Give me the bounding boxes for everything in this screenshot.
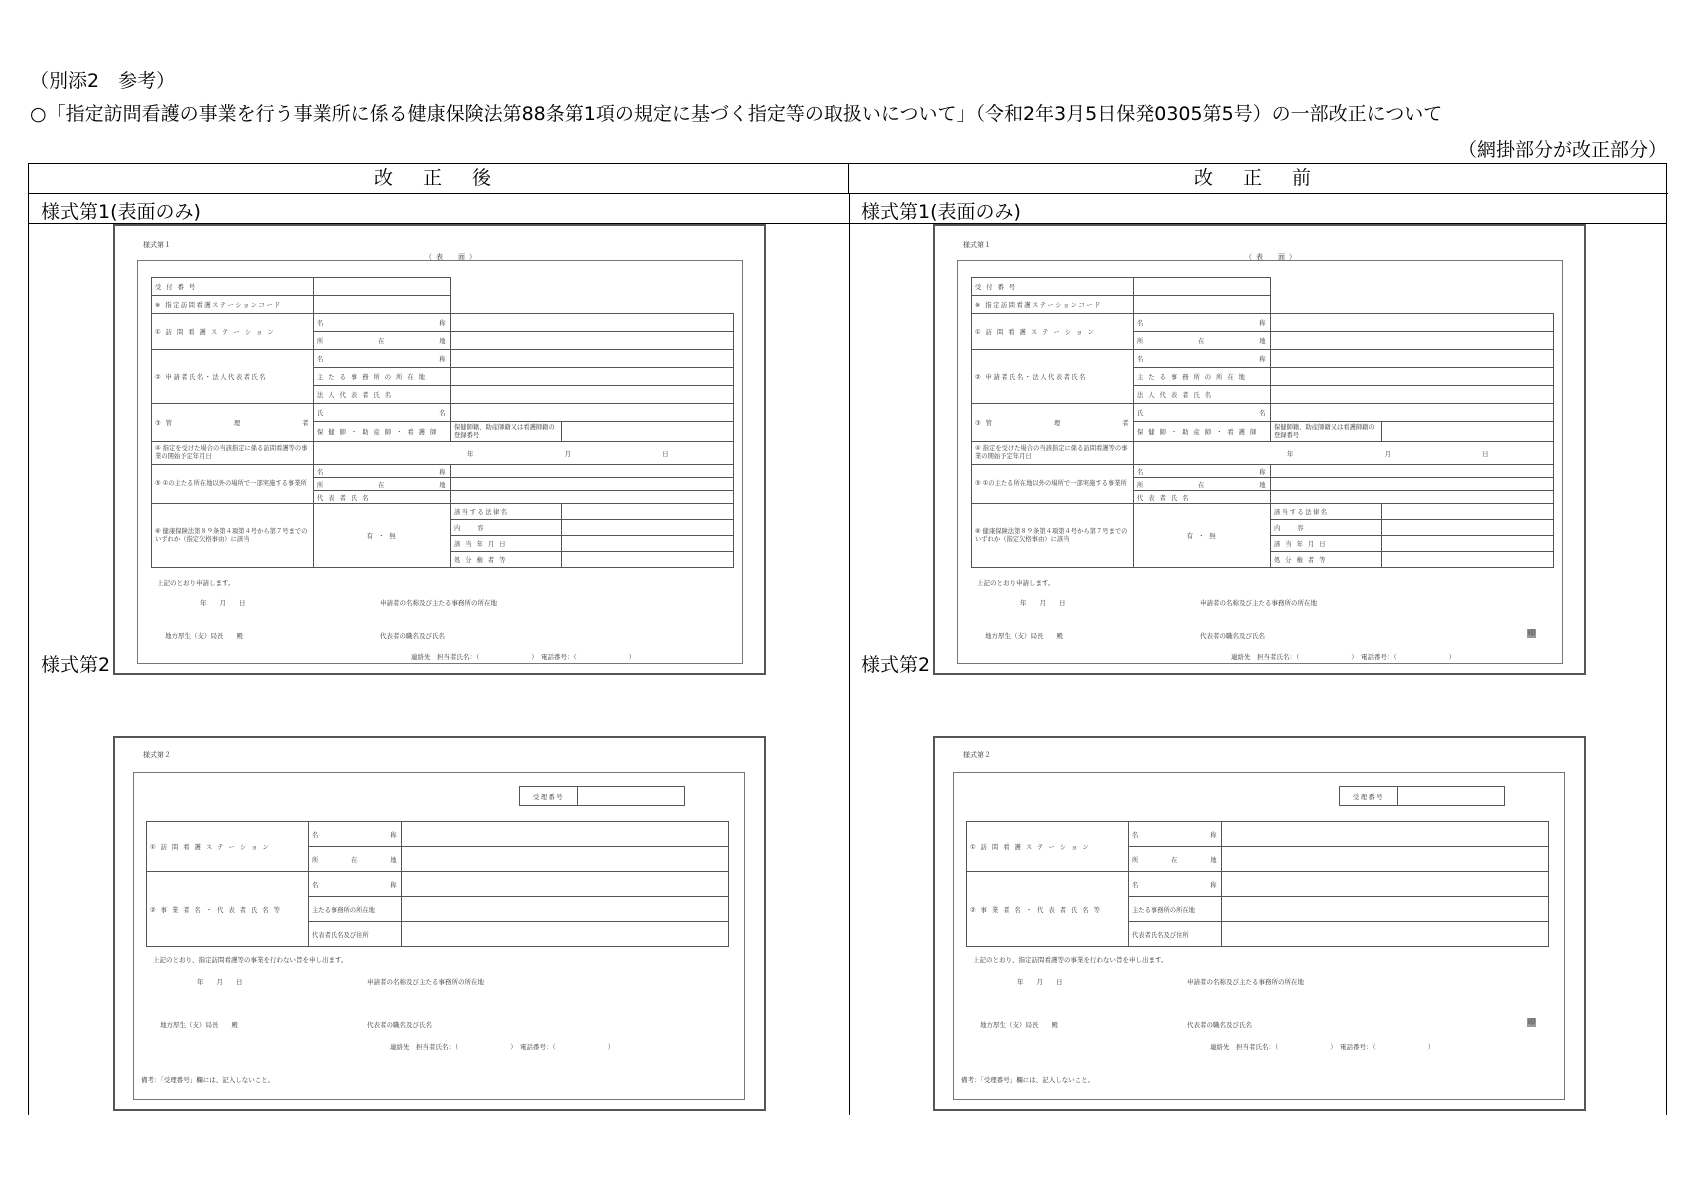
start-date-label: ④ 指定を受けた場合の当該指定に係る訪問看護等の事業の開始予定年月日 (152, 442, 314, 465)
form-element (972, 350, 1554, 368)
date-label: 該 当 年 月 日 (451, 536, 562, 552)
table-cell (562, 296, 734, 314)
form1-side: （表 面） (1245, 253, 1300, 261)
form1-date-line: 年 月 日 (200, 599, 246, 607)
cell-text: 所 (317, 481, 325, 489)
form1-table (971, 277, 1554, 568)
cell-text: 日 (662, 450, 670, 458)
form-element (152, 465, 734, 478)
cell-text: 地 (1210, 856, 1218, 864)
table-cell (1382, 552, 1554, 568)
cell-text: 名 (312, 881, 320, 889)
table-cell (1222, 847, 1549, 872)
form-element (972, 465, 1554, 478)
cell-text: 名 (1137, 320, 1145, 327)
table-cell (451, 404, 734, 422)
authority-label: 処 分 権 者 等 (451, 552, 562, 568)
attachment-label: （別添2 参考） (30, 70, 176, 92)
column-header-after: 改 正 後 (29, 164, 849, 194)
table-cell (451, 465, 734, 478)
form-element (317, 408, 447, 417)
table-cell (402, 922, 729, 947)
cell-text: 名 (312, 831, 320, 839)
table-cell (1398, 787, 1505, 806)
acceptance-no-box (519, 786, 685, 806)
table-cell (451, 296, 562, 314)
document-title: ○「指定訪問看護の事業を行う事業所に係る健康保険法第88条第1項の規定に基づく指定等の取扱いについて」（令和2年3月5日保発0305第5号）の一部改正について (30, 103, 1443, 125)
table-cell (1222, 922, 1549, 947)
form1-image (113, 224, 766, 675)
law-label: 該当する法律名 (1271, 504, 1382, 520)
content-label: 内 容 (451, 520, 562, 536)
table-cell (1134, 478, 1271, 491)
cell-text: 名 (1132, 881, 1140, 889)
cell-text: 所 (1132, 856, 1140, 864)
form-element (317, 318, 447, 327)
form-element (967, 872, 1549, 897)
main-office-label: 主 た る 事 務 所 の 所 在 地 (1134, 368, 1271, 386)
cell-text: 名 (1259, 410, 1267, 417)
table-cell (1382, 520, 1554, 536)
form-element (1137, 318, 1267, 327)
yes-no-option: 有 ・ 無 (314, 504, 451, 568)
form1-number: 様式第１ (143, 241, 171, 249)
table-cell (1134, 332, 1271, 350)
table-cell (309, 822, 402, 847)
form-element (152, 404, 734, 422)
cell-text: 称 (1210, 831, 1218, 839)
cell-text: 地 (1259, 481, 1267, 489)
table-cell (1129, 847, 1222, 872)
applicant-label: ② 申請者氏名・法人代表者氏名 (152, 350, 314, 404)
cell-text: 所 (317, 338, 325, 345)
table-cell (402, 872, 729, 897)
form2-declaration: 上記のとおり、指定訪問看護等の事業を行わない旨を申し出ます。 (973, 956, 1168, 964)
form2-number: 様式第２ (143, 751, 171, 759)
form2-table (966, 821, 1549, 947)
form-element (152, 504, 734, 520)
cell-text: 月 (564, 450, 573, 458)
table-cell (451, 386, 734, 404)
main-office-label: 主 た る 事 務 所 の 所 在 地 (314, 368, 451, 386)
table-cell (1271, 332, 1554, 350)
form2-contact: 連絡先 担当者氏名：（ ） 電話番号：（ ） (1210, 1043, 1435, 1051)
rep-name-address-label: 代表者氏名及び住所 (309, 922, 402, 947)
form-element (967, 822, 1549, 947)
form2-applicant: 申請者の名称及び主たる事務所の所在地 (1187, 978, 1304, 986)
table-cell (314, 332, 451, 350)
cell-text: 称 (390, 831, 398, 839)
form1-contact: 連絡先 担当者氏名：（ ） 電話番号：（ ） (411, 653, 636, 661)
table-cell (451, 278, 562, 296)
registration-label: 保健師籍、助産師籍又は看護師籍の登録番号 (451, 422, 562, 442)
applicant-label: ② 申請者氏名・法人代表者氏名 (972, 350, 1134, 404)
manager-label (972, 404, 1134, 442)
form-element (317, 467, 447, 476)
cell-text: 名 (317, 356, 325, 363)
form2-image (113, 736, 766, 1111)
table-cell (562, 422, 734, 442)
table-cell (314, 404, 451, 422)
cell-text: 名 (1137, 468, 1145, 476)
table-cell (1382, 278, 1554, 296)
table-cell (562, 536, 734, 552)
cell-text: 称 (439, 468, 447, 476)
form2-table (146, 821, 729, 947)
table-cell (309, 847, 402, 872)
table-cell (451, 314, 734, 332)
table-cell (1134, 350, 1271, 368)
form1-section-label: 様式第1(表面のみ) (861, 201, 1021, 223)
table-cell (314, 478, 451, 491)
corp-rep-label: 法 人 代 表 者 氏 名 (314, 386, 451, 404)
form-element (972, 504, 1554, 520)
form1-declaration: 上記のとおり申請します。 (157, 579, 235, 587)
table-cell (578, 787, 685, 806)
table-cell (451, 332, 734, 350)
form-element (317, 354, 447, 363)
station-code-label: ※ 指定訪問看護ステーションコード (152, 296, 314, 314)
cell-text: 称 (390, 881, 398, 889)
table-cell (314, 465, 451, 478)
form-element (972, 296, 1554, 314)
cell-text: 氏 (1137, 410, 1145, 417)
cell-text: 地 (439, 481, 447, 489)
station-label: ① 訪 問 看 護 ス テ ー シ ョ ン (967, 822, 1129, 872)
manager-label (152, 404, 314, 442)
form-element (1132, 880, 1218, 889)
cell-text: 称 (1210, 881, 1218, 889)
table-cell (1129, 872, 1222, 897)
table-cell (1271, 478, 1554, 491)
form2-declaration: 上記のとおり、指定訪問看護等の事業を行わない旨を申し出ます。 (153, 956, 348, 964)
panel-after (29, 164, 849, 1116)
form2-applicant: 申請者の名称及び主たる事務所の所在地 (367, 978, 484, 986)
form-element (1137, 354, 1267, 363)
table-cell (314, 350, 451, 368)
form2-addressee: 地方厚生（支）局長 殿 (160, 1021, 238, 1029)
form2-section-label: 様式第2 (41, 654, 111, 676)
table-cell (451, 350, 734, 368)
form2-remark: 備考：「受理番号」欄には、記入しないこと。 (141, 1076, 275, 1084)
form-element (147, 822, 729, 947)
form2-remark: 備考：「受理番号」欄には、記入しないこと。 (961, 1076, 1095, 1084)
cell-text: 称 (439, 356, 447, 363)
form1-date-line: 年 月 日 (1020, 599, 1066, 607)
table-cell (1271, 404, 1554, 422)
form2-representative: 代表者の職名及び氏名 (1187, 1021, 1252, 1029)
column-header-before: 改 正 前 (849, 164, 1668, 194)
table-cell (451, 368, 734, 386)
acceptance-no-box (1339, 786, 1505, 806)
law-label: 該当する法律名 (451, 504, 562, 520)
table-cell (1134, 465, 1271, 478)
table-cell (402, 847, 729, 872)
table-cell (1382, 296, 1554, 314)
branch-office-label: ⑤ ①の主たる所在地以外の場所で一部実施する事業所 (972, 465, 1134, 504)
cell-text: 称 (1259, 468, 1267, 476)
form-element (152, 350, 734, 368)
table-cell (309, 872, 402, 897)
date-label: 該 当 年 月 日 (1271, 536, 1382, 552)
form-element (972, 278, 1554, 568)
station-label: ① 訪 問 看 護 ス テ ー シ ョ ン (972, 314, 1134, 350)
comparison-table (28, 163, 1667, 1115)
table-cell (1129, 822, 1222, 847)
cell-text: 称 (1259, 320, 1267, 327)
form2-number: 様式第２ (963, 751, 991, 759)
receipt-no-field (1134, 278, 1271, 296)
cell-text: 月 (1384, 450, 1393, 458)
panel-before (849, 164, 1669, 1116)
form-element (972, 278, 1554, 296)
form1-applicant: 申請者の名称及び主たる事務所の所在地 (1200, 599, 1317, 607)
form-element (972, 442, 1554, 465)
disqualification-label: ⑥ 健康保険法第８９条第４項第４号から第７号までのいずれか（指定欠格事由）に該当 (152, 504, 314, 568)
start-date-label: ④ 指定を受けた場合の当該指定に係る訪問看護等の事業の開始予定年月日 (972, 442, 1134, 465)
form1-declaration: 上記のとおり申請します。 (977, 579, 1055, 587)
cell-text: 地 (390, 856, 398, 864)
cell-text: 者 (302, 420, 310, 427)
station-label: ① 訪 問 看 護 ス テ ー シ ョ ン (152, 314, 314, 350)
form1-contact: 連絡先 担当者氏名：（ ） 電話番号：（ ） (1231, 653, 1456, 661)
form-element (967, 822, 1549, 847)
cell-text: 在 (351, 856, 359, 864)
form2-image (933, 736, 1586, 1111)
form-element (520, 787, 685, 806)
table-cell (1382, 504, 1554, 520)
corp-rep-label: 法 人 代 表 者 氏 名 (1134, 386, 1271, 404)
table-cell (1222, 897, 1549, 922)
cell-text: 理 (233, 420, 242, 427)
form-element (520, 787, 685, 806)
table-cell (314, 442, 734, 465)
form-element (152, 314, 734, 332)
station-label: ① 訪 問 看 護 ス テ ー シ ョ ン (147, 822, 309, 872)
receipt-no-field (314, 278, 451, 296)
table-cell (451, 478, 734, 491)
cell-text: 理 (1053, 420, 1062, 427)
form-element (147, 872, 729, 897)
form2-contact: 連絡先 担当者氏名：（ ） 電話番号：（ ） (390, 1043, 615, 1051)
main-office-label: 主たる事務所の所在地 (309, 897, 402, 922)
registration-label: 保健師籍、助産師籍又は看護師籍の登録番号 (1271, 422, 1382, 442)
cell-text: ③ 管 (975, 420, 994, 427)
form1-table (151, 277, 734, 568)
form-element (1137, 449, 1550, 458)
yes-no-option: 有 ・ 無 (1134, 504, 1271, 568)
business-operator-label: ② 事 業 者 名 ・ 代 表 者 氏 名 等 (967, 872, 1129, 947)
content-label: 内 容 (1271, 520, 1382, 536)
cell-text: 地 (439, 338, 447, 345)
form1-representative: 代表者の職名及び氏名 (1200, 632, 1265, 640)
revision-note: （網掛部分が改正部分） (1457, 139, 1667, 161)
form1-addressee: 地方厚生（支）局長 殿 (165, 632, 243, 640)
table-cell (562, 552, 734, 568)
table-cell (562, 520, 734, 536)
table-cell (1382, 422, 1554, 442)
table-cell (1382, 536, 1554, 552)
table-cell (562, 278, 734, 296)
authority-label: 処 分 権 者 等 (1271, 552, 1382, 568)
form-element (312, 855, 398, 864)
seal-mark: 印 (1528, 629, 1535, 637)
table-cell (1271, 386, 1554, 404)
form-element (317, 336, 447, 345)
form-element (1340, 787, 1505, 806)
form-element (152, 442, 734, 465)
form2-date-line: 年 月 日 (1017, 978, 1063, 986)
table-cell (402, 822, 729, 847)
station-code-field (314, 296, 451, 314)
table-cell (314, 314, 451, 332)
qualification-label: 保 健 師 ・ 助 産 師 ・ 看 護 師 (1134, 422, 1271, 442)
form1-number: 様式第１ (963, 241, 991, 249)
disqualification-label: ⑥ 健康保険法第８９条第４項第４号から第７号までのいずれか（指定欠格事由）に該当 (972, 504, 1134, 568)
receipt-no-label: 受 付 番 号 (152, 278, 314, 296)
form1-image (933, 224, 1586, 675)
form-element (152, 278, 734, 568)
cell-text: 名 (1137, 356, 1145, 363)
form2-section-label: 様式第2 (861, 654, 931, 676)
form1-applicant: 申請者の名称及び主たる事務所の所在地 (380, 599, 497, 607)
qualification-label: 保 健 師 ・ 助 産 師 ・ 看 護 師 (314, 422, 451, 442)
cell-text: 名 (317, 320, 325, 327)
form-element (147, 822, 729, 847)
table-cell (1271, 465, 1554, 478)
cell-text: 在 (378, 338, 386, 345)
rep-name-label: 代 表 者 氏 名 (314, 491, 451, 504)
cell-text: 年 (1287, 450, 1295, 458)
cell-text: 名 (317, 468, 325, 476)
form-element (1132, 855, 1218, 864)
form1-addressee: 地方厚生（支）局長 殿 (985, 632, 1063, 640)
form-element (972, 404, 1554, 422)
cell-text: ③ 管 (155, 420, 174, 427)
cell-text: 名 (439, 410, 447, 417)
table-cell (1134, 442, 1554, 465)
cell-text: 称 (439, 320, 447, 327)
cell-text: 名 (1132, 831, 1140, 839)
cell-text: 氏 (317, 410, 325, 417)
form2-date-line: 年 月 日 (197, 978, 243, 986)
table-cell (402, 897, 729, 922)
form-element (975, 418, 1130, 427)
cell-text: 所 (1137, 338, 1145, 345)
cell-text: 年 (467, 450, 475, 458)
acceptance-no-label: 受理番号 (520, 787, 578, 806)
rep-name-label: 代 表 者 氏 名 (1134, 491, 1271, 504)
cell-text: 所 (312, 856, 320, 864)
table-cell (1222, 822, 1549, 847)
form-element (1137, 467, 1267, 476)
form-element (1137, 336, 1267, 345)
form-element (317, 480, 447, 489)
rep-name-address-label: 代表者氏名及び住所 (1129, 922, 1222, 947)
cell-text: 所 (1137, 481, 1145, 489)
form-element (152, 278, 734, 296)
table-cell (1271, 368, 1554, 386)
form-element (312, 830, 398, 839)
business-operator-label: ② 事 業 者 名 ・ 代 表 者 氏 名 等 (147, 872, 309, 947)
form2-addressee: 地方厚生（支）局長 殿 (980, 1021, 1058, 1029)
cell-text: 在 (1198, 338, 1206, 345)
form1-section-label: 様式第1(表面のみ) (41, 201, 201, 223)
cell-text: 地 (1259, 338, 1267, 345)
cell-text: 在 (378, 481, 386, 489)
receipt-no-label: 受 付 番 号 (972, 278, 1134, 296)
acceptance-no-label: 受理番号 (1340, 787, 1398, 806)
table-cell (1271, 491, 1554, 504)
table-cell (1271, 350, 1554, 368)
form-element (152, 296, 734, 314)
table-cell (1271, 296, 1382, 314)
cell-text: 日 (1482, 450, 1490, 458)
form-element (1340, 787, 1505, 806)
seal-mark: 印 (1528, 1018, 1535, 1026)
main-office-label: 主たる事務所の所在地 (1129, 897, 1222, 922)
table-cell (1271, 278, 1382, 296)
form-element (312, 880, 398, 889)
form-element (317, 449, 730, 458)
table-cell (562, 504, 734, 520)
station-code-label: ※ 指定訪問看護ステーションコード (972, 296, 1134, 314)
cell-text: 在 (1198, 481, 1206, 489)
form-element (1132, 830, 1218, 839)
form-element (155, 418, 310, 427)
table-cell (451, 491, 734, 504)
form-element (1137, 480, 1267, 489)
table-cell (1134, 314, 1271, 332)
form1-side: （表 面） (425, 253, 480, 261)
cell-text: 在 (1171, 856, 1179, 864)
cell-text: 称 (1259, 356, 1267, 363)
station-code-field (1134, 296, 1271, 314)
form-element (972, 314, 1554, 332)
form2-representative: 代表者の職名及び氏名 (367, 1021, 432, 1029)
table-cell (1271, 314, 1554, 332)
form1-representative: 代表者の職名及び氏名 (380, 632, 445, 640)
branch-office-label: ⑤ ①の主たる所在地以外の場所で一部実施する事業所 (152, 465, 314, 504)
form-element (1137, 408, 1267, 417)
table-cell (1222, 872, 1549, 897)
table-cell (1134, 404, 1271, 422)
cell-text: 者 (1122, 420, 1130, 427)
